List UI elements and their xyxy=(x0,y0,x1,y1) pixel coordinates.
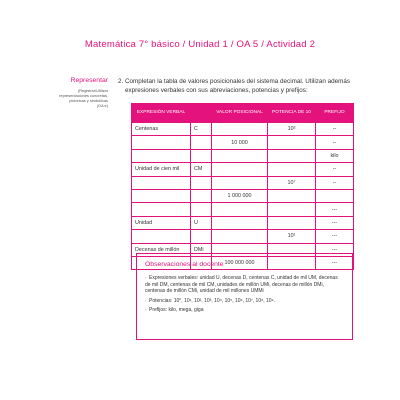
header-potencia: POTENCIA DE 10 xyxy=(268,104,316,123)
teacher-note-text: Prefijos: kilo, mega, giga xyxy=(149,307,204,314)
cell-valor-posicional xyxy=(212,123,268,136)
cell-expresion-verbal: Unidad de cien mil xyxy=(132,163,191,176)
skill-line: pictóricas y simbólicas xyxy=(69,98,108,103)
header-prefijo: PREFIJO xyxy=(316,104,354,123)
cell-prefijo: -- xyxy=(316,123,354,136)
teacher-note-text: Potencias: 10⁰, 10¹, 10², 10³, 10⁴, 10⁵, 10⁶, 10⁷, 10⁸, 10⁹. xyxy=(149,297,276,304)
cell-valor-posicional: 10 000 xyxy=(212,136,268,149)
cell-abbreviation: CM xyxy=(191,163,212,176)
cell-prefijo: --- xyxy=(316,243,354,256)
cell-expresion-verbal: Unidad xyxy=(132,216,191,229)
cell-prefijo: --- xyxy=(316,256,354,269)
skill-line: (OA e) xyxy=(96,103,108,108)
cell-potencia xyxy=(268,163,316,176)
teacher-notes-box xyxy=(136,253,353,340)
table-row xyxy=(132,216,354,229)
header-valor-posicional: VALOR POSICIONAL xyxy=(212,104,268,123)
cell-valor-posicional xyxy=(212,230,268,243)
cell-abbreviation xyxy=(191,230,212,243)
bullet-arrow-icon: › xyxy=(145,297,147,303)
skill-line: representaciones concretas, xyxy=(59,93,108,98)
table-row xyxy=(132,189,354,202)
cell-prefijo: -- xyxy=(316,163,354,176)
place-value-table xyxy=(131,103,354,270)
cell-expresion-verbal xyxy=(132,149,191,162)
page-header-title: Matemática 7° básico / Unidad 1 / OA 5 / Actividad 2 xyxy=(84,39,316,50)
cell-potencia xyxy=(268,149,316,162)
cell-valor-posicional xyxy=(212,176,268,189)
cell-abbreviation xyxy=(191,203,212,216)
cell-valor-posicional: 100 000 000 xyxy=(212,256,268,269)
cell-abbreviation xyxy=(191,149,212,162)
cell-prefijo: --- xyxy=(316,216,354,229)
cell-abbreviation: U xyxy=(191,216,212,229)
header-abbreviation xyxy=(191,104,212,123)
cell-prefijo: kilo xyxy=(316,149,354,162)
table-row xyxy=(132,136,354,149)
teacher-note xyxy=(145,298,344,305)
cell-expresion-verbal: Decenas de millón xyxy=(132,243,191,256)
table-row xyxy=(132,123,354,136)
cell-abbreviation: DMi xyxy=(191,243,212,256)
cell-expresion-verbal xyxy=(132,203,191,216)
cell-valor-posicional xyxy=(212,149,268,162)
activity-item xyxy=(118,77,358,95)
cell-abbreviation xyxy=(191,189,212,202)
cell-expresion-verbal xyxy=(132,176,191,189)
table-row xyxy=(132,230,354,243)
teacher-notes-title: Observaciones al docente xyxy=(145,261,224,268)
skill-description xyxy=(40,88,108,108)
skill-sidebar xyxy=(40,77,108,108)
cell-potencia xyxy=(268,216,316,229)
cell-abbreviation: C xyxy=(191,123,212,136)
table-row xyxy=(132,203,354,216)
header-expresion-verbal: EXPRESIÓN VERBAL xyxy=(132,104,191,123)
cell-prefijo: --- xyxy=(316,203,354,216)
item-instructions: Completan la tabla de valores posicionales del sistema decimal. Utilizan además expresiones verbales con sus abreviaciones, potencias y prefijos: xyxy=(125,78,351,94)
bullet-arrow-icon: › xyxy=(145,307,147,313)
cell-prefijo xyxy=(316,189,354,202)
cell-abbreviation xyxy=(191,176,212,189)
bullet-arrow-icon: › xyxy=(145,275,147,280)
cell-expresion-verbal: Centenas xyxy=(132,123,191,136)
item-number: 2. xyxy=(118,78,124,85)
table-row xyxy=(132,163,354,176)
skill-line: (Registrar/Utilizar xyxy=(77,88,108,93)
cell-potencia: 10⁷ xyxy=(268,176,316,189)
cell-potencia: 10¹ xyxy=(268,230,316,243)
cell-potencia xyxy=(268,189,316,202)
table-row xyxy=(132,176,354,189)
cell-potencia: 10² xyxy=(268,123,316,136)
cell-valor-posicional xyxy=(212,216,268,229)
cell-prefijo: --- xyxy=(316,230,354,243)
cell-valor-posicional xyxy=(212,163,268,176)
skill-title: Representar xyxy=(70,77,108,84)
cell-potencia xyxy=(268,203,316,216)
cell-expresion-verbal xyxy=(132,136,191,149)
cell-abbreviation xyxy=(191,136,212,149)
teacher-note xyxy=(145,307,344,314)
cell-prefijo: -- xyxy=(316,176,354,189)
teacher-note xyxy=(145,275,344,295)
teacher-note-text: Expresiones verbales: unidad U, decenas D, centenas C, unidad de mil UM, decenas de mil DM, centenas de mil CM, unidades de millón UMi, decenas de millón DMi, centenas de millón CMi, unidad de mil millones UMMi xyxy=(145,275,338,295)
cell-potencia xyxy=(268,136,316,149)
cell-prefijo: -- xyxy=(316,136,354,149)
cell-expresion-verbal xyxy=(132,189,191,202)
cell-valor-posicional xyxy=(212,203,268,216)
table-row xyxy=(132,149,354,162)
table-header-row xyxy=(132,104,354,123)
cell-valor-posicional: 1 000 000 xyxy=(212,189,268,202)
cell-expresion-verbal xyxy=(132,230,191,243)
